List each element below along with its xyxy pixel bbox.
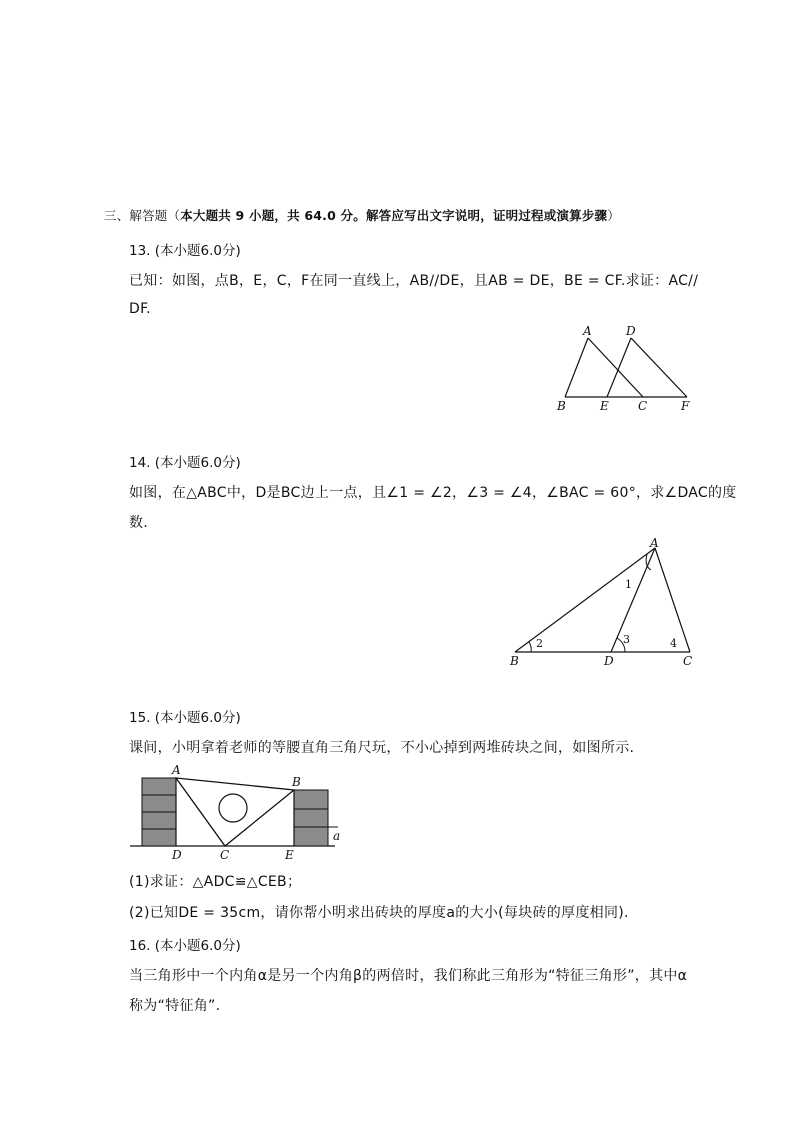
- q14-figure: [505, 536, 700, 671]
- section-title-suffix: ）: [607, 208, 620, 223]
- q14-text-line1: 如图，在△ABC中，D是BC边上一点，且∠1 = ∠2，∠3 = ∠4，∠BAC = 60°，求∠DAC的度: [129, 485, 737, 501]
- q13-text-line1: 已知：如图，点B，E，C，F在同一直线上，AB//DE，且AB = DE，BE = CF.求证：AC//: [129, 273, 699, 289]
- q14-header: 14. (本小题6.0分): [129, 455, 241, 471]
- q13-label-b: B: [557, 399, 566, 413]
- q15-brick-stack-right: [294, 790, 328, 846]
- q14-text-line2: 数.: [129, 515, 149, 531]
- q16-text-line2: 称为“特征角”.: [129, 998, 221, 1014]
- q13-header: 13. (本小题6.0分): [129, 243, 241, 259]
- q13-segment-de: [607, 338, 631, 397]
- q13-label-a: A: [583, 324, 592, 338]
- section-title-prefix: 三、解答题（: [104, 208, 181, 223]
- q15-ruler-hole: [219, 794, 247, 822]
- q15-brick: [142, 795, 176, 812]
- q14-angle2-label: 2: [536, 637, 543, 650]
- q15-label-c: C: [220, 848, 230, 862]
- q15-figure: [130, 760, 355, 865]
- q15-label-thickness-a: a: [333, 829, 341, 843]
- q14-angle2-arc: [529, 642, 531, 652]
- q14-label-b: B: [510, 654, 519, 668]
- q16-header: 16. (本小题6.0分): [129, 938, 241, 954]
- q14-label-a: A: [650, 536, 659, 550]
- q15-brick: [294, 827, 328, 846]
- q15-text-line1: 课间，小明拿着老师的等腰直角三角尺玩，不小心掉到两堆砖块之间，如图所示.: [129, 740, 635, 756]
- q15-brick: [294, 809, 328, 827]
- q15-label-d: D: [172, 848, 182, 862]
- q15-brick: [142, 778, 176, 795]
- q15-brick: [142, 812, 176, 829]
- q15-part2: (2)已知DE = 35cm，请你帮小明求出砖块的厚度a的大小(每块砖的厚度相同).: [129, 905, 629, 921]
- q15-brick: [294, 790, 328, 809]
- q13-text-line2: DF.: [129, 301, 151, 317]
- q14-angle4-label: 4: [670, 637, 677, 650]
- q14-angle1-label: 1: [625, 578, 632, 591]
- q13-segment-ab: [565, 338, 588, 397]
- q15-triangle-ruler: [176, 778, 294, 846]
- q14-label-d: D: [604, 654, 614, 668]
- q15-label-b: B: [292, 775, 301, 789]
- q13-label-c: C: [638, 399, 648, 413]
- q13-label-d: D: [626, 324, 636, 338]
- q13-segment-ac: [588, 338, 643, 397]
- q15-label-a: A: [172, 763, 181, 777]
- q14-label-c: C: [683, 654, 693, 668]
- q15-part1: (1)求证：△ADC≌△CEB；: [129, 874, 302, 890]
- q14-angle3-label: 3: [623, 633, 630, 646]
- q13-segment-df: [631, 338, 687, 397]
- q13-label-f: F: [681, 399, 690, 413]
- q15-header: 15. (本小题6.0分): [129, 710, 241, 726]
- q16-text-line1: 当三角形中一个内角α是另一个内角β的两倍时，我们称此三角形为“特征三角形”，其中α: [129, 968, 688, 984]
- q15-label-e: E: [285, 848, 294, 862]
- section-title-instructions: 本大题共 9 小题，共 64.0 分。解答应写出文字说明，证明过程或演算步骤: [180, 208, 608, 223]
- q15-brick: [142, 829, 176, 846]
- section-title: [104, 206, 620, 224]
- q15-brick-stack-left: [142, 778, 176, 846]
- q13-label-e: E: [600, 399, 609, 413]
- q13-figure: [555, 322, 695, 417]
